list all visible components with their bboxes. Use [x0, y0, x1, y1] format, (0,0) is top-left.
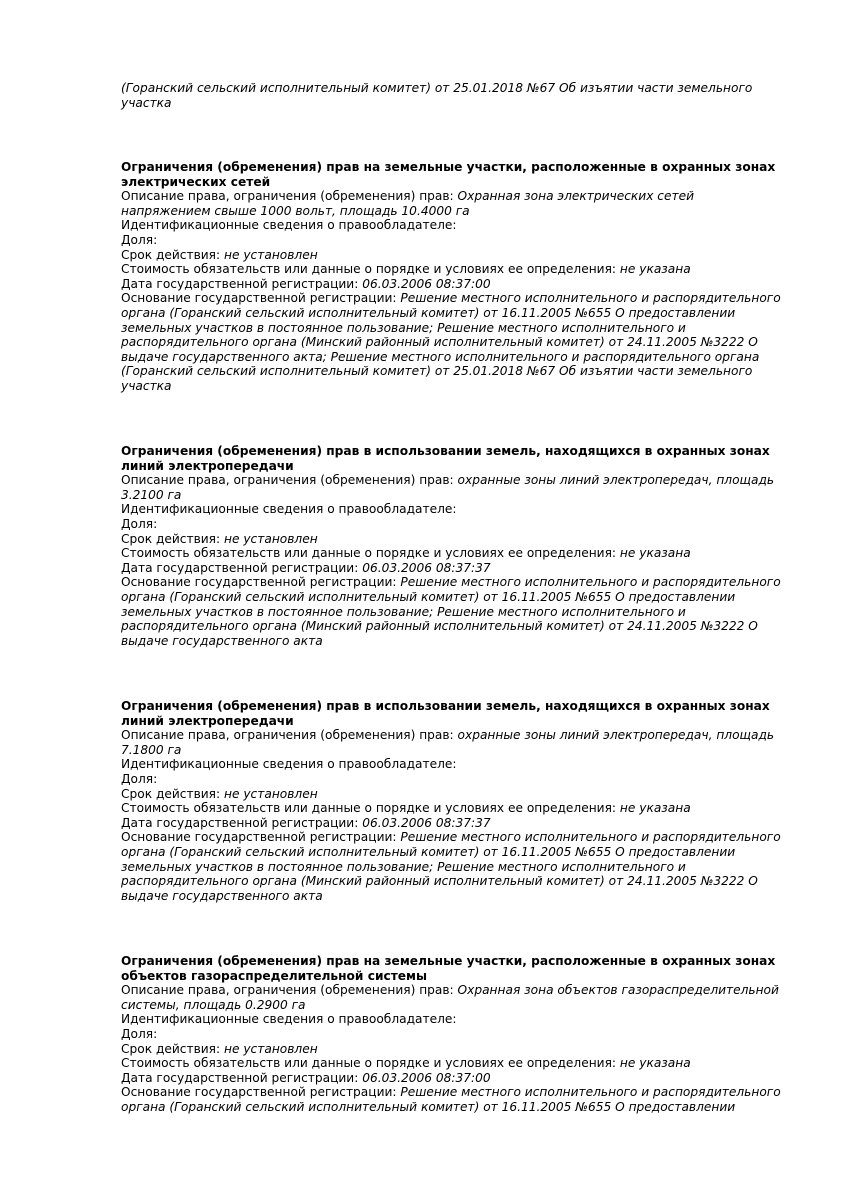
description-row	[121, 983, 781, 1012]
section-title: Ограничения (обременения) прав в использовании земель, находящихся в охранных зонах линий электропередачи	[121, 699, 770, 728]
term-row	[121, 1042, 781, 1057]
identification-label: Идентификационные сведения о правообладателе:	[121, 502, 457, 517]
cost-row	[121, 801, 781, 816]
reg-date-value: 06.03.2006 08:37:37	[362, 560, 491, 575]
cost-value: не указана	[619, 546, 691, 561]
term-label: Срок действия:	[121, 1041, 221, 1056]
section-title: Ограничения (обременения) прав на земельные участки, расположенные в охранных зонах объектов газораспределительной системы	[121, 954, 776, 983]
description-value: Охранная зона электрических сетей напряжением свыше 1000 вольт, площадь 10.4000 га	[121, 189, 694, 218]
basis-row	[121, 830, 781, 903]
cost-label: Стоимость обязательств или данные о порядке и условиях ее определения:	[121, 546, 617, 561]
identification-label: Идентификационные сведения о правообладателе:	[121, 218, 457, 233]
reg-date-value: 06.03.2006 08:37:00	[362, 1070, 491, 1085]
encumbrance-section	[121, 699, 781, 903]
description-label: Описание права, ограничения (обременения) прав:	[121, 728, 454, 743]
description-label: Описание права, ограничения (обременения) прав:	[121, 473, 454, 488]
encumbrance-section	[121, 954, 781, 1115]
basis-label: Основание государственной регистрации:	[121, 575, 397, 590]
reg-date-row	[121, 816, 781, 831]
term-value: не установлен	[224, 786, 318, 801]
reg-date-row	[121, 1071, 781, 1086]
identification-label: Идентификационные сведения о правообладателе:	[121, 757, 457, 772]
term-row	[121, 248, 781, 263]
basis-row	[121, 1085, 781, 1114]
continued-fragment: (Горанский сельский исполнительный комитет) от 25.01.2018 №67 Об изъятии части земельного участка	[121, 81, 753, 110]
cost-label: Стоимость обязательств или данные о порядке и условиях ее определения:	[121, 801, 617, 816]
term-label: Срок действия:	[121, 786, 221, 801]
share-label: Доля:	[121, 1026, 158, 1041]
reg-date-row	[121, 277, 781, 292]
basis-row	[121, 575, 781, 648]
encumbrance-section	[121, 160, 781, 394]
description-row	[121, 728, 781, 757]
basis-label: Основание государственной регистрации:	[121, 291, 397, 306]
cost-row	[121, 1056, 781, 1071]
basis-row	[121, 291, 781, 393]
description-value: Охранная зона объектов газораспределительной системы, площадь 0.2900 га	[121, 983, 779, 1012]
term-row	[121, 787, 781, 802]
basis-value: Решение местного исполнительного и распорядительного органа (Горанский сельский исполнительный комитет) от 16.11.2005 №655 О предоставлении земельных участков в постоянное пользование; Решение местного исполнительного и распорядительного органа (Минский районный исполнительный комитет) от 24.11.2005 №3222 О выдаче государственного акта; Решение местного исполнительного и распорядительного органа (Горанский сельский исполнительный комитет) от 25.01.2018 №67 Об изъятии части земельного участка	[121, 291, 781, 393]
section-title: Ограничения (обременения) прав на земельные участки, расположенные в охранных зонах электрических сетей	[121, 160, 776, 189]
cost-row	[121, 262, 781, 277]
cost-row	[121, 546, 781, 561]
encumbrance-section	[121, 444, 781, 648]
description-value: охранные зоны линий электропередач, площадь 3.2100 га	[121, 473, 775, 502]
basis-label: Основание государственной регистрации:	[121, 1085, 397, 1100]
basis-value: Решение местного исполнительного и распорядительного органа (Горанский сельский исполнительный комитет) от 16.11.2005 №655 О предоставлении земельных участков в постоянное пользование; Решение местного исполнительного и распорядительного органа (Минский районный исполнительный комитет) от 24.11.2005 №3222 О выдаче государственного акта	[121, 830, 781, 903]
term-value: не установлен	[224, 531, 318, 546]
basis-value: Решение местного исполнительного и распорядительного органа (Горанский сельский исполнительный комитет) от 16.11.2005 №655 О предоставлении земельных участков в постоянное пользование; Решение местного исполнительного и распорядительного органа (Минский районный исполнительный комитет) от 24.11.2005 №3222 О выдаче государственного акта	[121, 575, 781, 648]
cost-label: Стоимость обязательств или данные о порядке и условиях ее определения:	[121, 262, 617, 277]
term-value: не установлен	[224, 247, 318, 262]
term-row	[121, 532, 781, 547]
share-label: Доля:	[121, 232, 158, 247]
reg-date-label: Дата государственной регистрации:	[121, 560, 359, 575]
description-row	[121, 189, 781, 218]
cost-label: Стоимость обязательств или данные о порядке и условиях ее определения:	[121, 1056, 617, 1071]
reg-date-label: Дата государственной регистрации:	[121, 276, 359, 291]
cost-value: не указана	[619, 262, 691, 277]
term-label: Срок действия:	[121, 531, 221, 546]
section-title: Ограничения (обременения) прав в использовании земель, находящихся в охранных зонах линий электропередачи	[121, 444, 770, 473]
description-value: охранные зоны линий электропередач, площадь 7.1800 га	[121, 728, 775, 757]
basis-value: Решение местного исполнительного и распорядительного органа (Горанский сельский исполнительный комитет) от 16.11.2005 №655 О предоставлении	[121, 1085, 781, 1114]
term-label: Срок действия:	[121, 247, 221, 262]
cost-value: не указана	[619, 1056, 691, 1071]
reg-date-value: 06.03.2006 08:37:00	[362, 276, 491, 291]
reg-date-value: 06.03.2006 08:37:37	[362, 815, 491, 830]
identification-label: Идентификационные сведения о правообладателе:	[121, 1012, 457, 1027]
reg-date-row	[121, 561, 781, 576]
description-label: Описание права, ограничения (обременения) прав:	[121, 189, 454, 204]
cost-value: не указана	[619, 801, 691, 816]
description-row	[121, 473, 781, 502]
description-label: Описание права, ограничения (обременения) прав:	[121, 983, 454, 998]
reg-date-label: Дата государственной регистрации:	[121, 1070, 359, 1085]
reg-date-label: Дата государственной регистрации:	[121, 815, 359, 830]
share-label: Доля:	[121, 771, 158, 786]
term-value: не установлен	[224, 1041, 318, 1056]
basis-label: Основание государственной регистрации:	[121, 830, 397, 845]
share-label: Доля:	[121, 516, 158, 531]
